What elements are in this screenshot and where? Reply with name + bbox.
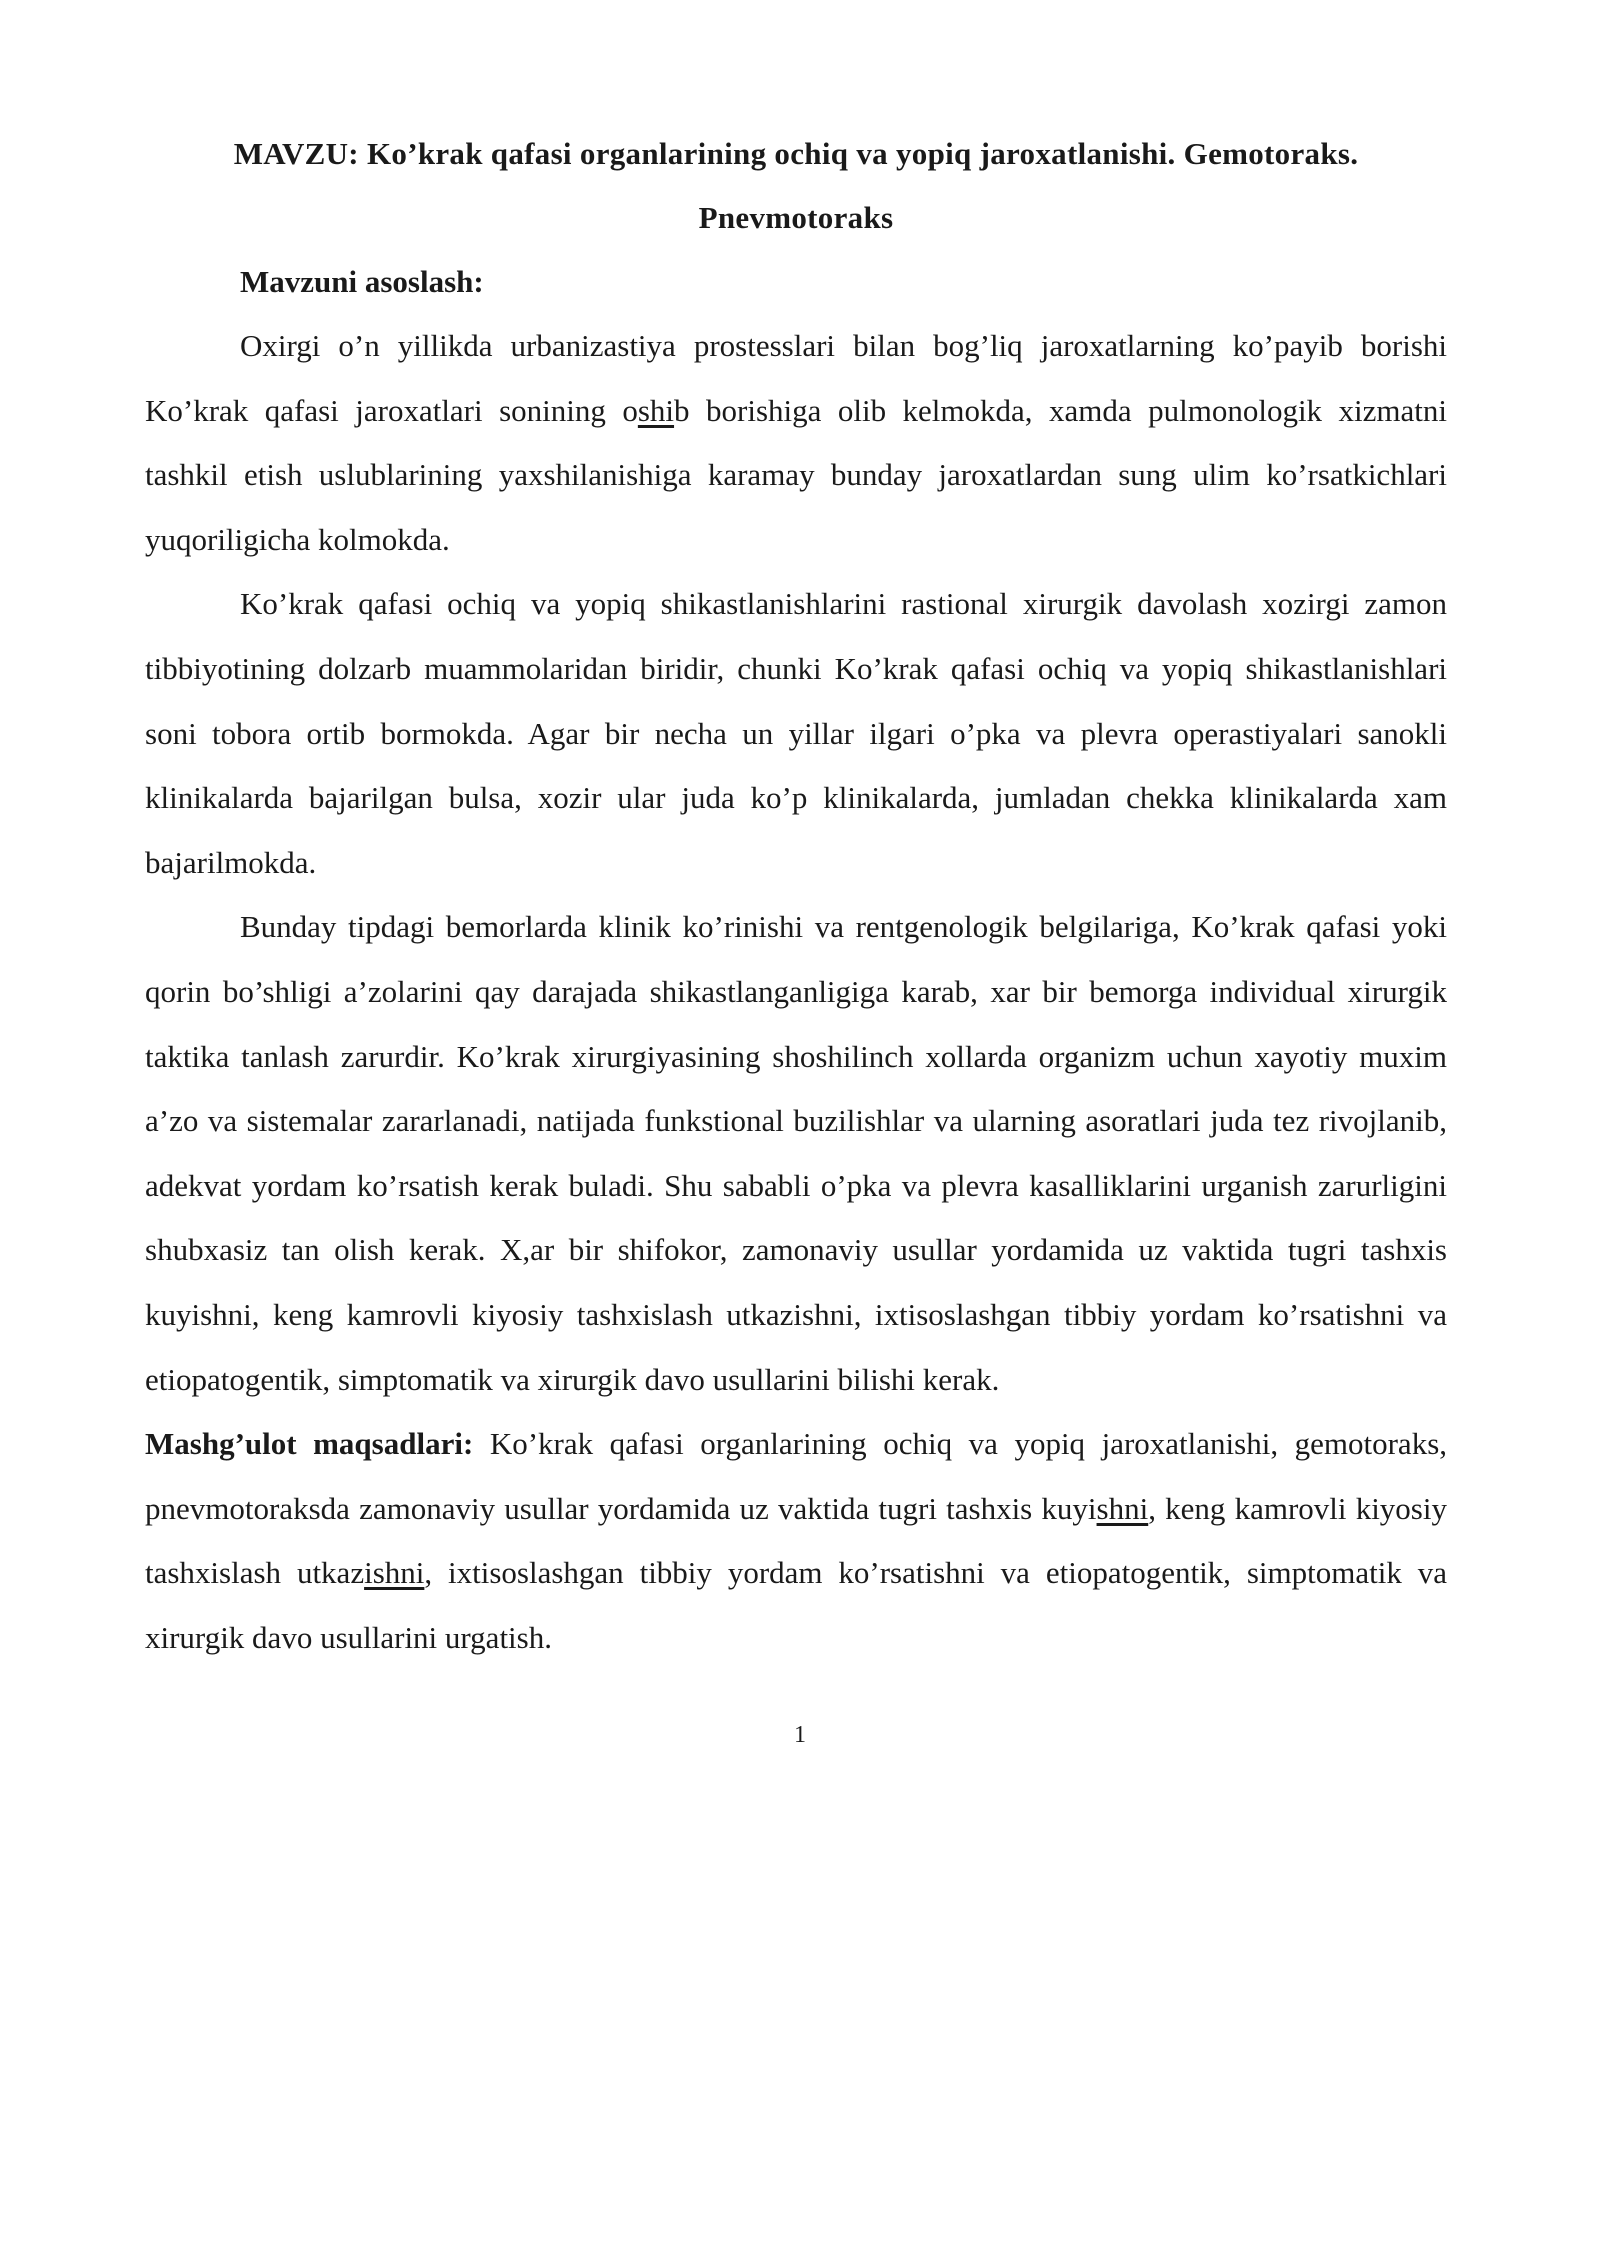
paragraph-1-text-b: b borishiga olib kelmokda, xamda pulmonologik xizmatni tashkil etish uslublarining yaxshilanishiga karamay bunday jaroxatlardan sung ulim ko’rsatkichlari yuqoriligicha kolmokda. — [145, 392, 1447, 557]
goals-underlined-1: shni — [1096, 1490, 1149, 1526]
goals-label: Mashg’ulot maqsadlari: — [145, 1426, 474, 1462]
goals-text-3: , ixtisoslashgan tibbiy yordam ko’rsatishni va etiopatogentik, simptomatik va xirurgik davo usullarini urgatish. — [145, 1555, 1447, 1655]
goals-text-2: , keng kamrovli kiyosiy tashxislash utkaz — [145, 1490, 1447, 1591]
section-heading-text: Mavzuni asoslash: — [240, 264, 484, 299]
page-content — [145, 122, 1447, 1670]
paragraph-2-text: Ko’krak qafasi ochiq va yopiq shikastlanishlarini rastional xirurgik davolash xozirgi zamon tibbiyotining dolzarb muammolaridan biridir, chunki Ko’krak qafasi ochiq va yopiq shikastlanishlari soni tobora ortib bormokda. Agar bir necha un yillar ilgari o’pka va plevra operastiyalari sanokli klinikalarda bajarilgan bulsa, xozir ular juda ko’p klinikalarda, jumladan chekka klinikalarda xam bajarilmokda. — [145, 586, 1447, 880]
goals-underlined-2: ishni — [364, 1555, 425, 1591]
section-heading — [145, 250, 1447, 314]
paragraph-1-text-a: Oxirgi o’n yillikda urbanizastiya prostesslari bilan bog’liq jaroxatlarning ko’payib borishi Ko’krak qafasi jaroxatlari sonining o — [145, 328, 1447, 428]
paragraph-1-underlined: shi — [637, 392, 675, 428]
paragraph-3-text: Bunday tipdagi bemorlarda klinik ko’rinishi va rentgenologik belgilariga, Ko’krak qafasi yoki qorin bo’shligi a’zolarini qay darajada shikastlanganligiga karab, xar bir bemorga individual xirurgik taktika tanlash zarurdir. Ko’krak xirurgiyasining shoshilinch xollarda organizm uchun xayotiy muxim a’zo va sistemalar zararlanadi, natijada funkstional buzilishlar va ularning asoratlari juda tez rivojlanib, adekvat yordam ko’rsatish kerak buladi. Shu sababli o’pka va plevra kasalliklarini urganish zarurligini shubxasiz tan olish kerak. X,ar bir shifokor, zamonaviy usullar yordamida uz vaktida tugri tashxis kuyishni, keng kamrovli kiyosiy tashxislash utkazishni, ixtisoslashgan tibbiy yordam ko’rsatishni va etiopatogentik, simptomatik va xirurgik davo usullarini bilishi kerak. — [145, 909, 1447, 1397]
paragraph-2 — [145, 572, 1447, 895]
goals-paragraph — [145, 1412, 1447, 1670]
paragraph-1 — [145, 314, 1447, 572]
goals-text-1: Ko’krak qafasi organlarining ochiq va yopiq jaroxatlanishi, gemotoraks, pnevmotoraksda zamonaviy usullar yordamida uz vaktida tugri tashxis kuyi — [145, 1426, 1448, 1526]
paragraph-3 — [145, 895, 1447, 1412]
page-number: 1 — [794, 1722, 806, 1748]
document-title-text: MAVZU: Ko’krak qafasi organlarining ochiq va yopiq jaroxatlanishi. Gemotoraks. Pnevmotoraks — [233, 136, 1359, 235]
document-title — [145, 122, 1447, 250]
